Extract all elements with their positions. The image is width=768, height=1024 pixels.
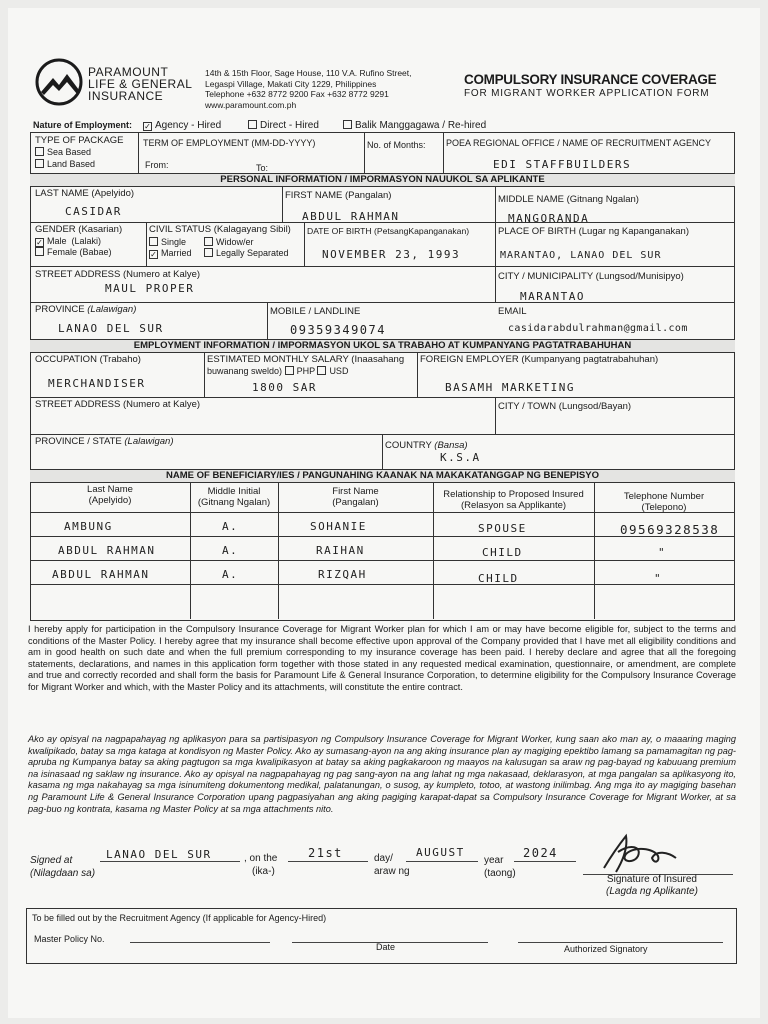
on-the-label: , on the (ika-)	[244, 853, 278, 877]
city-label: CITY / MUNICIPALITY (Lungsod/Munisipyo)	[498, 271, 684, 282]
beneficiary-1-mi[interactable]: A.	[222, 520, 239, 533]
first-name-label: FIRST NAME (Pangalan)	[285, 190, 392, 201]
employer-street-label: STREET ADDRESS (Numero at Kalye)	[35, 399, 201, 410]
beneficiary-2-last[interactable]: ABDUL RAHMAN	[58, 544, 156, 557]
checkbox-icon[interactable]	[317, 366, 326, 375]
employer-province-label: PROVINCE / STATE (Lalawigan)	[35, 436, 174, 447]
civil-status-label: CIVIL STATUS (Kalagayang Sibil)	[149, 224, 291, 235]
country-label: COUNTRY (Bansa)	[385, 440, 468, 451]
company-name-line3: INSURANCE	[88, 89, 164, 103]
checkbox-icon[interactable]	[35, 247, 44, 256]
gender-label: GENDER (Kasarian)	[35, 224, 123, 235]
months-label: No. of Months:	[367, 140, 426, 150]
authorized-signatory-label: Authorized Signatory	[564, 944, 648, 954]
pob-value[interactable]: MARANTAO, LANAO DEL SUR	[500, 250, 662, 261]
street-label: STREET ADDRESS (Numero at Kalye)	[35, 269, 201, 280]
mountain-logo-icon	[35, 58, 83, 106]
company-phone: Telephone +632 8772 9200 Fax +632 8772 9291	[205, 89, 389, 99]
civil-married-option[interactable]: ✓ Married	[150, 248, 192, 259]
checkbox-icon[interactable]	[248, 120, 257, 129]
sea-based-option[interactable]: Sea Based	[35, 147, 91, 157]
employer-label: FOREIGN EMPLOYER (Kumpanyang pagtatrabahuhan)	[420, 354, 659, 365]
year-label: year (taong)	[484, 855, 516, 879]
beneficiary-2-rel[interactable]: CHILD	[482, 546, 523, 559]
beneficiary-3-tel[interactable]: "	[654, 572, 663, 585]
beneficiary-3-rel[interactable]: CHILD	[478, 572, 519, 585]
dob-value[interactable]: NOVEMBER 23, 1993	[322, 248, 461, 261]
agency-box-title: To be filled out by the Recruitment Agency (If applicable for Agency-Hired)	[32, 913, 327, 923]
beneficiary-3-first[interactable]: RIZQAH	[318, 568, 367, 581]
company-name-line1: PARAMOUNT	[88, 65, 169, 79]
nature-direct-hired[interactable]: Direct - Hired	[248, 120, 319, 131]
mobile-label: MOBILE / LANDLINE	[270, 306, 361, 317]
email-value[interactable]: casidarabdulrahman@gmail.com	[508, 323, 688, 334]
term-employment-label: TERM OF EMPLOYMENT (MM-DD-YYYY)	[143, 138, 316, 148]
occupation-value[interactable]: MERCHANDISER	[48, 377, 146, 390]
last-name-label: LAST NAME (Apelyido)	[35, 188, 135, 199]
signature-label: Signature of Insured (Lagda ng Aplikante)	[606, 874, 698, 897]
declaration-filipino: Ako ay opisyal na nagpapahayag ng aplikasyon para sa partisipasyon ng Compulsory Insurance Coverage for Migrant Worker, kung saan ako man ay, o maaaring maging kwalipikado, batay sa mga kataga at kondisyon ng Master Policy. Ako ay sumasang-ayon na ang aking insurance plan ay magiging epektibo lamang sa pamamagitan ng pag-apruba ng Kumpanya batay sa aking pagtugon sa mga kwalipikasyon at batay sa aking pagkakaroon ng maayos na kalusugan sa araw ng pag-bayad ng kabuuang premium na isinasaad ng saklaw ng insurance. Ako ay opisyal na nagpapahayag ng pag sang-ayon na ang lahat ng mga nakasaad, deklarasyon, at mga pangalan sa aplikasyong ito, kasama ng mga nakahayag sa mga isinumiteng dokumentong medikal, palatanungan, o susog, ay kumpleto, totoo, at wastong inilimbag. Ang mga ito ay magiging basehan ng Paramount Life & General Insurance Corporation upang pagpasiyahan ang aking pagiging karapat-dapat sa Compulsory Insurance Coverage for Migrant Worker, at sa pag-buo ng kontrata, kasama ng Master Policy at sa mga attachments nito.	[28, 734, 736, 814]
term-to-label: To:	[256, 163, 269, 173]
middle-name-label: MIDDLE NAME (Gitnang Ngalan)	[498, 194, 639, 205]
signed-month-value[interactable]: AUGUST	[416, 846, 465, 859]
dob-label: DATE OF BIRTH (PetsangKapanganakan)	[307, 226, 470, 236]
beneficiary-1-rel[interactable]: SPOUSE	[478, 522, 527, 535]
pob-label: PLACE OF BIRTH (Lugar ng Kapanganakan)	[498, 226, 689, 237]
nature-balik-manggagawa[interactable]: Balik Manggagawa / Re-hired	[343, 120, 486, 131]
beneficiary-header-mi: Middle Initial (Gitnang Ngalan)	[197, 486, 271, 508]
beneficiary-header-first: First Name (Pangalan)	[332, 486, 379, 508]
checkbox-icon[interactable]	[204, 237, 213, 246]
personal-section-title: PERSONAL INFORMATION / IMPORMASYON NAUUKOL SA APLIKANTE	[30, 173, 735, 187]
form-subtitle: FOR MIGRANT WORKER APPLICATION FORM	[464, 88, 710, 99]
agency-label: POEA REGIONAL OFFICE / NAME OF RECRUITMENT AGENCY	[446, 138, 712, 148]
company-website: www.paramount.com.ph	[205, 99, 297, 110]
email-label: EMAIL	[498, 306, 527, 317]
checkbox-icon[interactable]	[149, 237, 158, 246]
checkbox-icon[interactable]	[35, 147, 44, 156]
country-value[interactable]: K.S.A	[440, 451, 481, 464]
checkbox-icon[interactable]	[285, 366, 294, 375]
company-address-1: 14th & 15th Floor, Sage House, 110 V.A. Rufino Street,	[205, 68, 412, 78]
master-policy-label: Master Policy No.	[34, 934, 105, 944]
package-type-label: TYPE OF PACKAGE	[35, 135, 124, 146]
company-name-line2: LIFE & GENERAL	[88, 77, 193, 91]
beneficiary-1-tel[interactable]: 09569328538	[620, 522, 720, 537]
province-label: PROVINCE (Lalawigan)	[35, 304, 137, 315]
land-based-option[interactable]: Land Based	[35, 159, 95, 169]
term-from-label: From:	[145, 160, 169, 170]
salary-value[interactable]: 1800 SAR	[252, 381, 317, 394]
checkbox-icon[interactable]	[204, 248, 213, 257]
checkbox-checked-icon[interactable]: ✓	[36, 238, 43, 247]
beneficiaries-section-title: NAME OF BENEFICIARY/IES / PANGUNAHING KAANAK NA MAKAKATANGGAP NG BENEPISYO	[30, 469, 735, 483]
checkbox-checked-icon[interactable]: ✓	[150, 250, 157, 259]
beneficiary-header-rel: Relationship to Proposed Insured (Relasyon sa Applikante)	[443, 489, 584, 511]
checkbox-icon[interactable]	[35, 159, 44, 168]
day-label: day/ araw ng	[374, 853, 410, 877]
beneficiary-1-first[interactable]: SOHANIE	[310, 520, 367, 533]
beneficiary-header-last: Last Name (Apelyido)	[87, 484, 133, 506]
beneficiary-3-last[interactable]: ABDUL RAHMAN	[52, 568, 150, 581]
beneficiary-3-mi[interactable]: A.	[222, 568, 239, 581]
signed-place-value[interactable]: LANAO DEL SUR	[106, 848, 212, 861]
beneficiary-2-first[interactable]: RAIHAN	[316, 544, 365, 557]
declaration-english: I hereby apply for participation in the Compulsory Insurance Coverage for Migrant Worker plan for which I am or may have become eligible for, subject to the terms and conditions of the Master Policy. I hereby agree that my insurance shall become effective upon approval of the Company provided that I have met all eligibility conditions and am in good health on such date and when the full premium corresponding to my insurance coverage has been paid. I hereby declare and agree that all the foregoing statements, declarations, and names in this application form together with those stated in any requested medical examination, questionnaire, or amendment, are complete and true and correctly recorded and shall form the basis for Paramount Life & General Insurance Corporation, to determine eligibility for the Compulsory Insurance Coverage for Migrant Worker and which, with the Master Policy and its attachments, will constitute the entire contract.	[28, 624, 736, 692]
gender-male-option[interactable]: ✓ Male (Lalaki)	[36, 236, 102, 247]
mobile-value[interactable]: 09359349074	[290, 323, 386, 337]
signed-day-value[interactable]: 21st	[308, 846, 343, 860]
beneficiary-2-mi[interactable]: A.	[222, 544, 239, 557]
last-name-value[interactable]: CASIDAR	[65, 205, 122, 218]
employer-city-label: CITY / TOWN (Lungsod/Bayan)	[498, 401, 632, 412]
civil-widow-option[interactable]: Widow/er	[204, 237, 254, 247]
employment-section-title: EMPLOYMENT INFORMATION / IMPORMASYON UKOL SA TRABAHO AT KUMPANYANG PAGTATRABAHUHAN	[30, 339, 735, 353]
signed-year-value[interactable]: 2024	[523, 846, 558, 860]
civil-single-option[interactable]: Single	[149, 237, 186, 247]
salary-label-2: buwanang sweldo) PHP USD	[207, 366, 349, 376]
civil-separated-option[interactable]: Legally Separated	[204, 248, 289, 258]
street-value[interactable]: MAUL PROPER	[105, 282, 195, 295]
company-address-2: Legaspi Village, Makati City 1229, Philippines	[205, 78, 377, 89]
province-value[interactable]: LANAO DEL SUR	[58, 322, 164, 335]
nature-of-employment-label: Nature of Employment:	[33, 120, 133, 130]
checkbox-icon[interactable]	[343, 120, 352, 129]
beneficiary-header-tel: Telephone Number (Telepono)	[623, 491, 705, 513]
agency-date-label: Date	[376, 942, 396, 952]
nature-agency-hired[interactable]: ✓ Agency - Hired	[144, 120, 222, 131]
agency-value[interactable]: EDI STAFFBUILDERS	[493, 158, 632, 171]
middle-name-value[interactable]: MANGORANDA	[508, 212, 590, 225]
salary-label: ESTIMATED MONTHLY SALARY (Inaasahang	[207, 354, 405, 365]
company-logo	[35, 58, 83, 106]
gender-female-option[interactable]: Female (Babae)	[35, 247, 112, 257]
beneficiary-2-tel[interactable]: "	[658, 546, 667, 559]
form-title: COMPULSORY INSURANCE COVERAGE	[464, 72, 717, 87]
occupation-label: OCCUPATION (Trabaho)	[35, 354, 141, 365]
checkbox-checked-icon[interactable]: ✓	[144, 122, 151, 131]
city-value[interactable]: MARANTAO	[520, 290, 585, 303]
beneficiary-1-last[interactable]: AMBUNG	[64, 520, 113, 533]
signed-at-label: Signed at (Nilagdaan sa)	[30, 855, 96, 879]
first-name-value[interactable]: ABDUL RAHMAN	[302, 210, 400, 223]
employer-value[interactable]: BASAMH MARKETING	[445, 381, 575, 394]
form-paper	[8, 8, 760, 1018]
